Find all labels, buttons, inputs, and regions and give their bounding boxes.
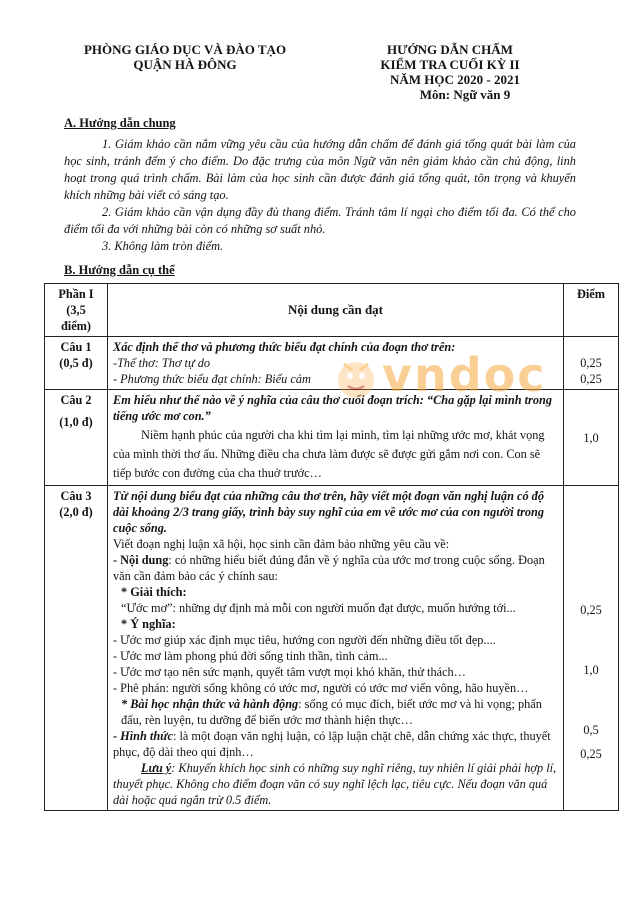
title-line-2: KIỂM TRA CUỐI KỲ II: [380, 57, 520, 72]
header-score: Điểm: [564, 284, 619, 337]
q3-meaning-2: - Ước mơ làm phong phú đời sống tinh thần, tình cảm...: [113, 649, 388, 663]
q2-score-1: 1,0: [583, 431, 599, 445]
section-b-heading: B. Hướng dẫn cụ thể: [64, 263, 175, 277]
q1-answer-2: - Phương thức biểu đạt chính: Biểu cảm: [113, 372, 311, 386]
table-header-row: [45, 284, 619, 337]
title-line-4: Môn: Ngữ văn 9: [419, 87, 511, 102]
watermark-text: vndoc: [382, 348, 547, 402]
q2-label: Câu 2 (1,0 đ): [45, 390, 108, 486]
q1-scores: [564, 337, 619, 390]
q1-answer-1: -Thể thơ: Thơ tự do: [113, 356, 211, 370]
issuing-office: [70, 42, 300, 72]
q1-score-1: 0,25: [580, 356, 602, 370]
q2-answer: Niềm hạnh phúc của người cha khi tìm lại mình, tìm lại những ước mơ, khát vọng của mình thời thơ ấu. Những điều cha chưa làm được sẽ được gửi gắm nơi con. Con sẽ tiếp bước con đường của cha thuở trước…: [113, 428, 545, 480]
q3-content-req: - Nội dung: có những hiểu biết đúng đắn về ý nghĩa của ước mơ trong cuộc sống. Đoạn văn cần đảm bảo các ý chính sau:: [113, 553, 545, 583]
q3-score-form: 0,25: [580, 747, 602, 761]
title-line-3: NĂM HỌC 2020 - 2021: [390, 72, 520, 87]
org-line-2: QUẬN HÀ ĐÔNG: [133, 57, 237, 72]
title-line-1: HƯỚNG DẪN CHẤM: [387, 42, 513, 57]
q2-scores: [564, 390, 619, 486]
q3-score-meaning: 1,0: [583, 663, 599, 677]
q1-content: [108, 337, 564, 390]
guideline-1: 1. Giám khảo cần nắm vững yêu cầu của hướng dẫn chấm để đánh giá tổng quát bài làm của học sinh, tránh đếm ý cho điểm. Do đặc trưng của môn Ngữ văn nên giám khảo cần chủ động, linh hoạt trong quá trình chấm. Bài làm của học sinh cần được đánh giá tổng quát, tôn trọng và khuyến khích những bài viết có sáng tạo.: [64, 137, 576, 202]
q3-scores: [564, 486, 619, 811]
q2-content: [108, 390, 564, 486]
q3-explain-label: * Giải thích:: [121, 585, 187, 599]
table-row-q3: [45, 486, 619, 811]
q1-label: Câu 1 (0,5 đ): [45, 337, 108, 390]
q3-meaning-label: * Ý nghĩa:: [121, 617, 176, 631]
q3-note: Lưu ý: Khuyến khích học sinh có những suy nghĩ riêng, tuy nhiên lí giải phải hợp lí, thuyết phục. Không cho điểm đoạn văn có suy nghĩ lệch lạc, tiêu cực. Nếu đoạn văn quá dài hoặc quá ngắn trừ 0.5 điểm.: [113, 761, 557, 807]
grading-table: [44, 283, 619, 811]
org-line-1: PHÒNG GIÁO DỤC VÀ ĐÀO TẠO: [83, 42, 287, 57]
header-part: Phần I (3,5 điểm): [45, 284, 108, 337]
table-row-q1: [45, 337, 619, 390]
q3-meaning-1: - Ước mơ giúp xác định mục tiêu, hướng con người đến những điều tốt đẹp....: [113, 633, 496, 647]
q3-lesson: * Bài học nhận thức và hành động: sống có mục đích, biết ước mơ và hi vọng; phấn đấu, rèn luyện, tu dưỡng để biến ước mơ thành hiện thực…: [121, 697, 542, 727]
q3-score-explain: 0,25: [580, 603, 602, 617]
q3-intro: Viết đoạn nghị luận xã hội, học sinh cần đảm bảo những yêu cầu về:: [113, 537, 450, 551]
guideline-3: 3. Không làm tròn điểm.: [102, 239, 224, 253]
table-row-q2: [45, 390, 619, 486]
q3-score-lesson: 0,5: [583, 723, 599, 737]
q3-content: [108, 486, 564, 811]
q3-meaning-3: - Ước mơ tạo nên sức mạnh, quyết tâm vượt mọi khó khăn, thử thách…: [113, 665, 466, 679]
q3-question: Từ nội dung biểu đạt của những câu thơ trên, hãy viết một đoạn văn nghị luận có độ dài khoảng 2/3 trang giấy, trình bày suy nghĩ của em về ước mơ của con người trong cuộc sống.: [113, 489, 545, 535]
q3-label: Câu 3 (2,0 đ): [45, 486, 108, 811]
document-title-block: [330, 42, 570, 102]
q2-question: Em hiểu như thế nào về ý nghĩa của câu thơ cuối đoạn trích: “Cha gặp lại mình trong tiếng ước mơ con.”: [113, 393, 552, 423]
q1-score-2: 0,25: [580, 372, 602, 386]
q3-form: - Hình thức: là một đoạn văn nghị luận, có lập luận chặt chẽ, dẫn chứng xác thực, thuyết phục, độ dài theo qui định…: [113, 729, 551, 759]
section-a-heading: A. Hướng dẫn chung: [64, 116, 176, 130]
guideline-2: 2. Giám khảo cần vận dụng đầy đủ thang điểm. Tránh tâm lí ngại cho điểm tối đa. Có thể cho điểm tối đa với những bài còn có những sơ suất nhỏ.: [64, 205, 576, 236]
q3-explain-text: “Ước mơ”: những dự định mà mỗi con người muốn đạt được, muốn hướng tới...: [121, 601, 516, 615]
q1-question: Xác định thể thơ và phương thức biểu đạt chính của đoạn thơ trên:: [113, 340, 456, 354]
q3-meaning-4: - Phê phán: người sống không có ước mơ, người có ước mơ viển vông, hão huyền…: [113, 681, 529, 695]
header-content: Nội dung cần đạt: [108, 284, 564, 337]
section-a-body: [64, 136, 576, 255]
